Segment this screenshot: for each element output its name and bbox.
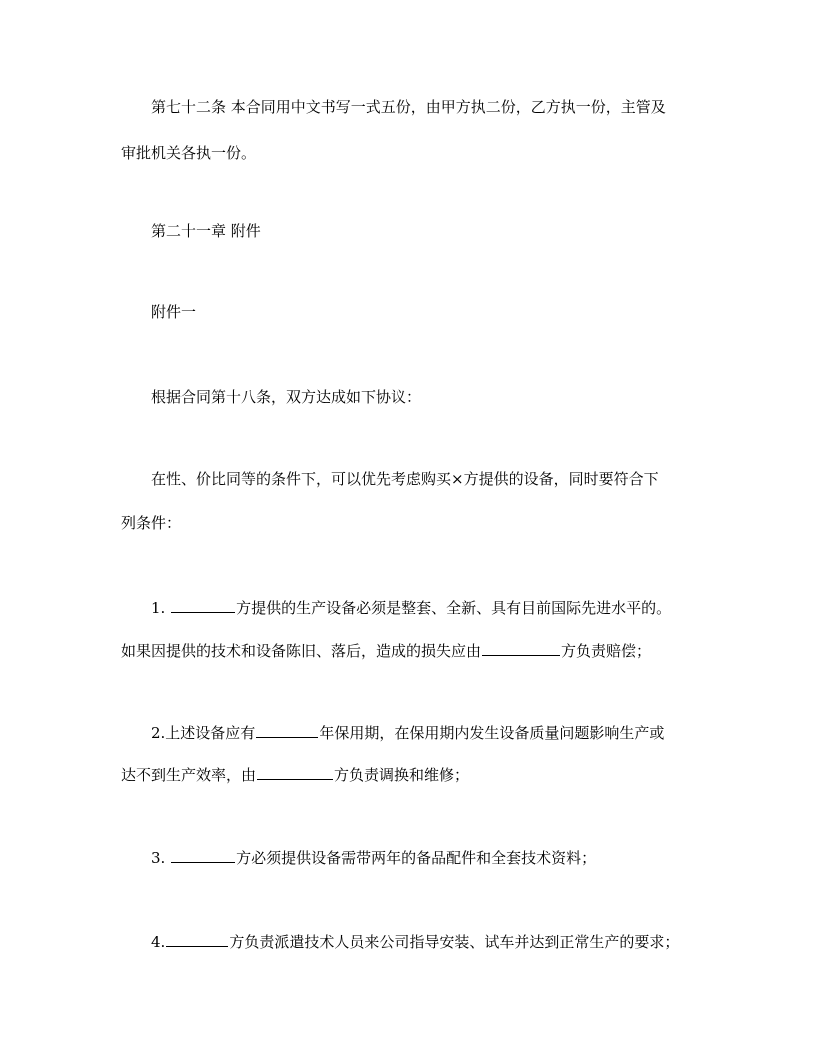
conditions-paragraph-line-2 <box>121 513 701 533</box>
item-1-line-1 <box>151 596 701 618</box>
text: 方提供的生产设备必须是整套、全新、具有目前国际先进水平的。 <box>236 599 672 617</box>
fill-blank[interactable] <box>166 930 228 947</box>
text: 方负责调换和维修； <box>334 766 470 784</box>
item-3 <box>151 846 701 868</box>
text: 根据合同第十八条，双方达成如下协议： <box>151 388 422 406</box>
item-number: 3. <box>151 849 171 867</box>
item-1-line-2 <box>121 639 701 661</box>
text: 2.上述设备应有 <box>151 724 256 742</box>
text: 第七十二条 本合同用中文书写一式五份，由甲方执二份，乙方执一份，主管及 <box>151 98 666 116</box>
text: 方必须提供设备需带两年的备品配件和全套技术资料； <box>236 849 597 867</box>
fill-blank[interactable] <box>257 763 333 780</box>
text: 审批机关各执一份。 <box>121 144 257 162</box>
item-4 <box>151 930 701 952</box>
fill-blank[interactable] <box>171 596 235 613</box>
text: 年保用期，在保用期内发生设备质量问题影响生产或 <box>319 724 665 742</box>
text: 第二十一章 附件 <box>151 222 261 240</box>
conditions-paragraph-line-1 <box>151 469 701 489</box>
attachment-heading <box>151 302 701 322</box>
text: 达不到生产效率，由 <box>121 766 257 784</box>
item-2-line-2 <box>121 763 701 785</box>
text: 如果因提供的技术和设备陈旧、落后，造成的损失应由 <box>121 642 482 660</box>
text: 在性、价比同等的条件下，可以优先考虑购买×方提供的设备，同时要符合下 <box>151 470 659 488</box>
text: 列条件： <box>121 514 182 532</box>
fill-blank[interactable] <box>171 846 235 863</box>
agreement-intro <box>151 387 701 407</box>
chapter-heading <box>151 221 701 241</box>
paragraph-article-72-line-2 <box>121 143 701 163</box>
item-number: 1. <box>151 599 171 617</box>
paragraph-article-72-line-1 <box>151 97 701 117</box>
fill-blank[interactable] <box>482 639 560 656</box>
text: 附件一 <box>151 303 197 321</box>
fill-blank[interactable] <box>256 721 318 738</box>
item-2-line-1 <box>151 721 701 743</box>
text: 方负责派遣技术人员来公司指导安装、试车并达到正常生产的要求； <box>229 933 680 951</box>
text: 方负责赔偿； <box>561 642 652 660</box>
item-number: 4. <box>151 933 166 951</box>
